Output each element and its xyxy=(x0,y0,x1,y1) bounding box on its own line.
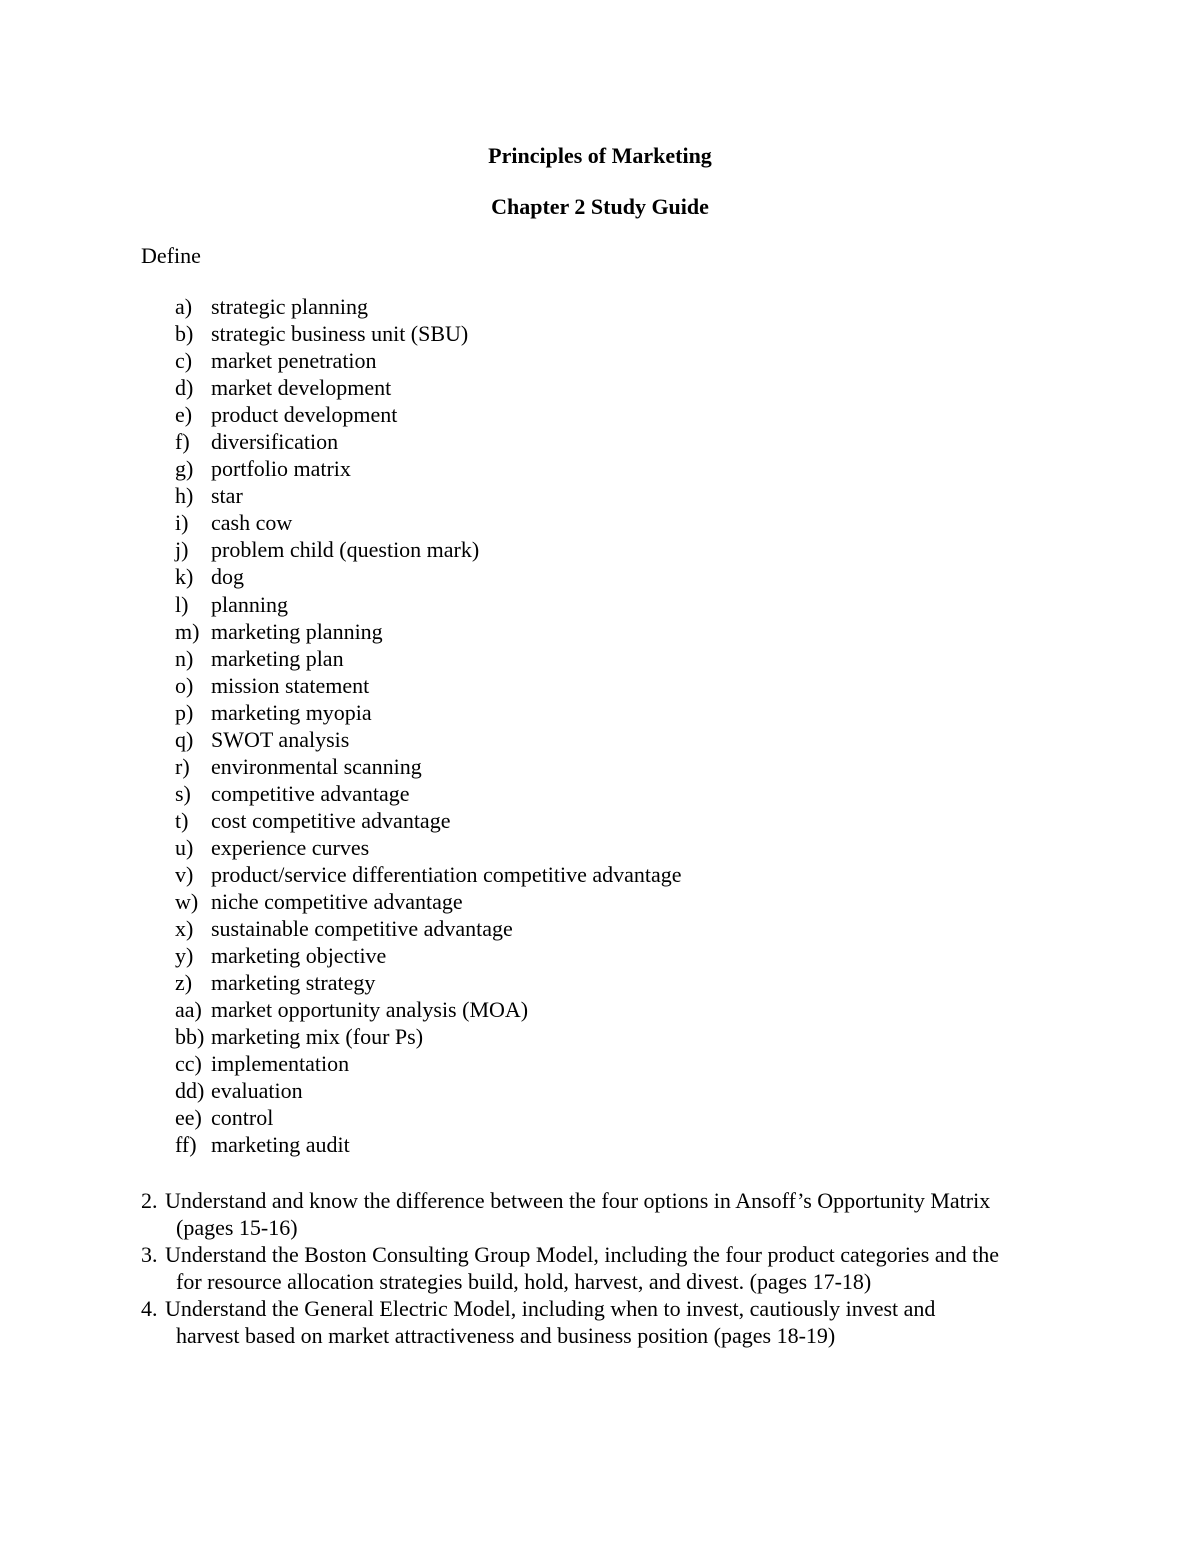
term-label: x) xyxy=(175,916,194,942)
term-label: dd) xyxy=(175,1078,205,1104)
term-item xyxy=(0,293,1200,320)
define-label: Define xyxy=(141,243,201,268)
term-text: marketing mix (four Ps) xyxy=(211,1024,424,1050)
term-text: cash cow xyxy=(211,510,293,536)
term-item xyxy=(0,482,1200,509)
term-label: i) xyxy=(175,510,189,536)
term-label: a) xyxy=(175,294,193,319)
task-item xyxy=(0,1241,1065,1295)
term-label: o) xyxy=(175,672,194,698)
term-label: e) xyxy=(175,402,193,428)
term-item xyxy=(0,591,1200,618)
term-label: m) xyxy=(175,618,200,644)
term-item xyxy=(0,374,1200,401)
term-item xyxy=(0,428,1200,455)
term-text: cost competitive advantage xyxy=(211,807,451,833)
term-label: k) xyxy=(175,564,194,590)
term-item xyxy=(0,1104,1200,1131)
document-subtitle: Chapter 2 Study Guide xyxy=(491,194,709,219)
term-label: g) xyxy=(175,456,194,482)
task-text-line: Understand the General Electric Model, including when to invest, cautiously invest and xyxy=(165,1296,936,1321)
task-number: 2. xyxy=(141,1188,158,1213)
term-label: z) xyxy=(175,970,193,996)
term-label: bb) xyxy=(175,1024,205,1050)
term-text: star xyxy=(211,483,243,509)
term-label: cc) xyxy=(175,1051,202,1077)
term-item xyxy=(0,807,1200,834)
task-text-continuation: (pages 15-16) xyxy=(176,1215,298,1240)
term-label: l) xyxy=(175,591,189,617)
term-text: experience curves xyxy=(211,834,370,860)
task-list xyxy=(0,1187,1200,1349)
term-text: environmental scanning xyxy=(211,753,422,779)
term-label: p) xyxy=(175,699,194,725)
term-item xyxy=(0,536,1200,563)
term-text: evaluation xyxy=(211,1078,303,1104)
term-text: marketing planning xyxy=(211,618,383,644)
term-text: control xyxy=(211,1105,274,1131)
term-item xyxy=(0,1050,1200,1077)
term-label: b) xyxy=(175,321,194,347)
term-text: market development xyxy=(211,375,392,401)
term-item xyxy=(0,320,1200,347)
task-item xyxy=(0,1295,1065,1349)
term-item xyxy=(0,563,1200,590)
task-text-line: Understand the Boston Consulting Group Model, including the four product categories and the xyxy=(165,1242,1000,1267)
document-title: Principles of Marketing xyxy=(488,143,712,168)
term-item xyxy=(0,645,1200,672)
term-label: u) xyxy=(175,834,194,860)
term-text: problem child (question mark) xyxy=(211,537,480,563)
term-label: t) xyxy=(175,807,189,833)
term-list xyxy=(0,293,1200,1159)
term-item xyxy=(0,672,1200,699)
term-text: diversification xyxy=(211,429,339,455)
term-item xyxy=(0,1077,1200,1104)
term-text: marketing audit xyxy=(211,1132,350,1158)
term-text: dog xyxy=(211,564,244,590)
term-text: strategic planning xyxy=(211,294,369,319)
term-text: sustainable competitive advantage xyxy=(211,916,513,942)
term-item xyxy=(0,401,1200,428)
term-label: s) xyxy=(175,780,191,806)
term-item xyxy=(0,969,1200,996)
term-text: implementation xyxy=(211,1051,350,1077)
term-label: r) xyxy=(175,753,190,779)
task-text-continuation: harvest based on market attractiveness and business position (pages 18-19) xyxy=(176,1323,836,1348)
term-item xyxy=(0,726,1200,753)
term-item xyxy=(0,699,1200,726)
term-text: niche competitive advantage xyxy=(211,889,463,915)
term-text: strategic business unit (SBU) xyxy=(211,321,469,347)
term-text: mission statement xyxy=(211,672,370,698)
term-item xyxy=(0,942,1200,969)
task-item xyxy=(0,1187,1065,1241)
term-text: marketing myopia xyxy=(211,699,372,725)
term-text: marketing objective xyxy=(211,943,387,969)
term-item xyxy=(0,347,1200,374)
term-label: v) xyxy=(175,861,194,887)
term-item xyxy=(0,834,1200,861)
term-text: planning xyxy=(211,591,288,617)
term-item xyxy=(0,455,1200,482)
term-label: ee) xyxy=(175,1105,202,1131)
term-item xyxy=(0,1023,1200,1050)
term-text: product development xyxy=(211,402,398,428)
term-text: market penetration xyxy=(211,348,377,374)
term-label: aa) xyxy=(175,997,202,1023)
term-text: competitive advantage xyxy=(211,780,410,806)
term-label: y) xyxy=(175,943,194,969)
task-number: 3. xyxy=(141,1242,158,1267)
term-item xyxy=(0,780,1200,807)
term-text: market opportunity analysis (MOA) xyxy=(211,997,529,1023)
term-item xyxy=(0,753,1200,780)
term-item xyxy=(0,996,1200,1023)
term-label: h) xyxy=(175,483,194,509)
term-item xyxy=(0,915,1200,942)
term-item xyxy=(0,888,1200,915)
term-item xyxy=(0,861,1200,888)
term-text: portfolio matrix xyxy=(211,456,351,482)
term-text: marketing strategy xyxy=(211,970,376,996)
term-label: f) xyxy=(175,429,190,455)
task-text-line: Understand and know the difference between the four options in Ansoff’s Opportunity Matrix xyxy=(165,1188,991,1213)
term-label: j) xyxy=(175,537,189,563)
term-text: SWOT analysis xyxy=(211,726,350,752)
term-label: ff) xyxy=(175,1132,197,1158)
term-label: n) xyxy=(175,645,194,671)
term-text: product/service differentiation competitive advantage xyxy=(211,861,682,887)
task-text-continuation: for resource allocation strategies build, hold, harvest, and divest. (pages 17-18) xyxy=(176,1269,872,1294)
task-number: 4. xyxy=(141,1296,158,1321)
term-label: d) xyxy=(175,375,194,401)
term-item xyxy=(0,1131,1200,1158)
term-label: w) xyxy=(175,889,199,915)
term-label: q) xyxy=(175,726,194,752)
term-label: c) xyxy=(175,348,193,374)
term-item xyxy=(0,618,1200,645)
term-item xyxy=(0,509,1200,536)
term-text: marketing plan xyxy=(211,645,344,671)
